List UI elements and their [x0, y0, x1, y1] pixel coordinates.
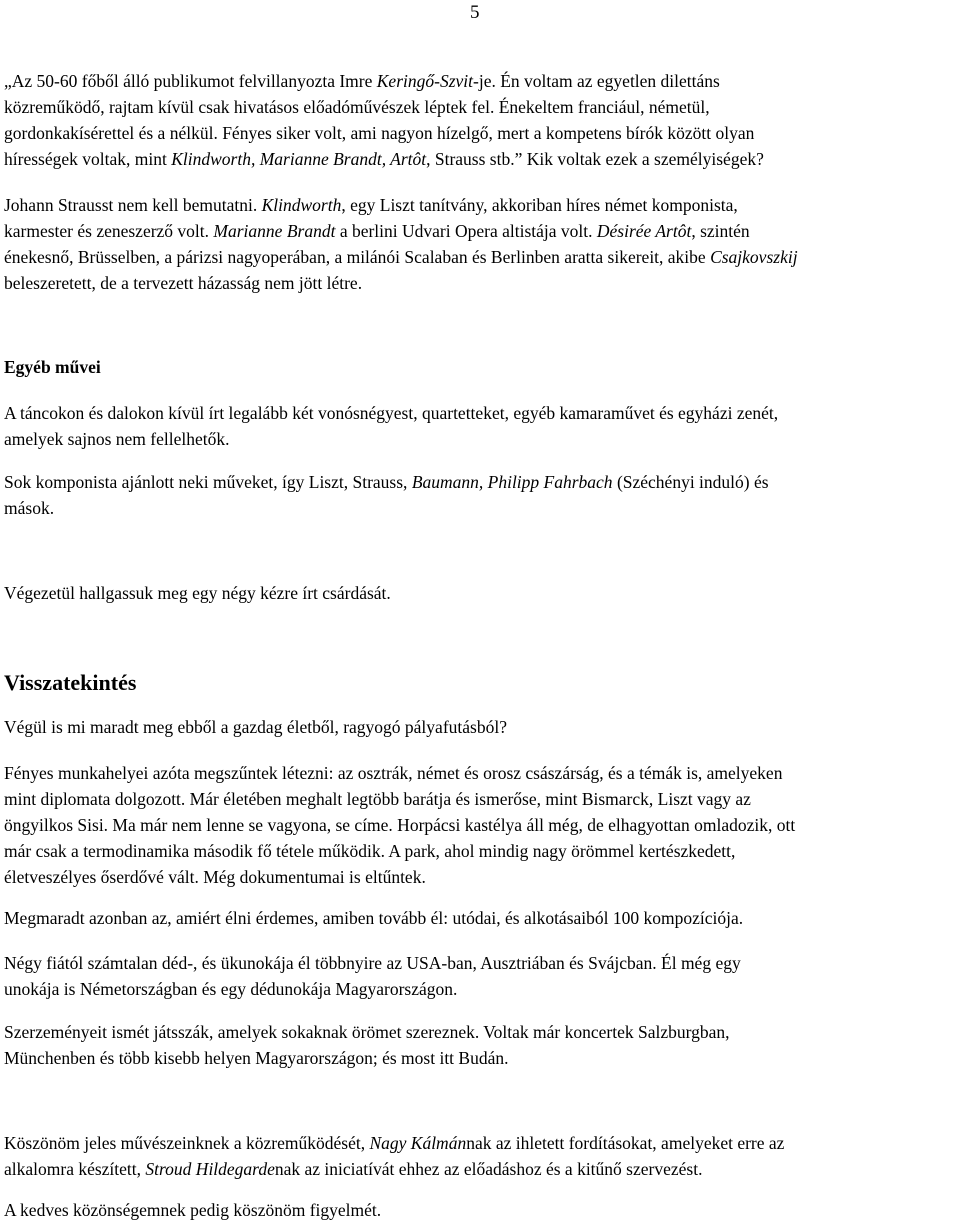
text-run: , szintén — [691, 221, 750, 241]
italic-run: Klindworth — [261, 195, 342, 215]
text-run: „Az 50-60 főből álló publikumot felvillanyozta Imre — [4, 71, 377, 91]
intro-paragraph — [4, 68, 956, 172]
page-number: 5 — [470, 2, 480, 23]
retrospective-paragraph-4 — [4, 950, 956, 1002]
text-line: öngyilkos Sisi. Ma már nem lenne se vagyona, se címe. Horpácsi kastélya áll még, de elhagyottan omladozik, ott — [4, 815, 796, 835]
other-works-paragraph-3 — [4, 580, 956, 606]
text-line: Megmaradt azonban az, amiért élni érdemes, amiben tovább él: utódai, és alkotásaiból 100 kompozíciója. — [4, 908, 744, 928]
text-line: Münchenben és több kisebb helyen Magyarországon; és most itt Budán. — [4, 1048, 509, 1068]
italic-run: Klindworth, Marianne Brandt, Artôt — [171, 149, 427, 169]
text-line: Négy fiától számtalan déd-, és ükunokája él többnyire az USA-ban, Ausztriában és Svájcban. Él még egy — [4, 953, 741, 973]
text-line: A kedves közönségemnek pedig köszönöm figyelmét. — [4, 1200, 382, 1220]
text-run: alkalomra készített, — [4, 1159, 146, 1179]
text-line: Fényes munkahelyei azóta megszűntek létezni: az osztrák, német és orosz császárság, és a témák is, amelyeken — [4, 763, 783, 783]
italic-run: Nagy Kálmán — [369, 1133, 467, 1153]
text-run: a berlini Udvari Opera altistája volt. — [335, 221, 597, 241]
italic-run: Stroud Hildegarde — [145, 1159, 275, 1179]
other-works-paragraph-1 — [4, 400, 956, 452]
text-line: már csak a termodinamika második fő tétele működik. A park, ahol mindig nagy örömmel kertészkedett, — [4, 841, 736, 861]
text-run: Johann Strausst nem kell bemutatni. — [4, 195, 262, 215]
section-heading-other-works: Egyéb művei — [4, 357, 101, 377]
people-paragraph — [4, 192, 956, 296]
text-run: Köszönöm jeles művészeinknek a közreműködését, — [4, 1133, 370, 1153]
text-run: (Széchényi induló) és — [612, 472, 769, 492]
italic-run: Keringő-Szvit — [376, 71, 473, 91]
text-line: Végül is mi maradt meg ebből a gazdag életből, ragyogó pályafutásból? — [4, 717, 507, 737]
text-line: gordonkakísérettel és a nélkül. Fényes siker volt, ami nagyon hízelgő, mert a kompetens bírók között olyan — [4, 123, 755, 143]
text-run: hírességek voltak, mint — [4, 149, 172, 169]
retrospective-paragraph-3 — [4, 905, 956, 931]
retrospective-paragraph-5 — [4, 1019, 956, 1071]
text-line: amelyek sajnos nem fellelhetők. — [4, 429, 230, 449]
italic-run: Baumann, Philipp Fahrbach — [411, 472, 613, 492]
italic-run: Marianne Brandt — [213, 221, 336, 241]
other-works-paragraph-2 — [4, 469, 956, 521]
text-line: közreműködő, rajtam kívül csak hivatásos előadóművészek léptek fel. Énekeltem franciául, németül, — [4, 97, 710, 117]
text-run: Sok komponista ajánlott neki műveket, így Liszt, Strauss, — [4, 472, 412, 492]
text-run: , egy Liszt tanítvány, akkoriban híres német komponista, — [341, 195, 738, 215]
text-run: énekesnő, Brüsselben, a párizsi nagyoperában, a milánói Scalaban és Berlinben aratta sikereit, akibe — [4, 247, 711, 267]
retrospective-paragraph-1 — [4, 714, 956, 740]
text-run: nak az ihletett fordításokat, amelyeket erre az — [466, 1133, 785, 1153]
text-line: Szerzeményeit ismét játsszák, amelyek sokaknak örömet szereznek. Voltak már koncertek Salzburgban, — [4, 1022, 730, 1042]
text-line: unokája is Németországban és egy dédunokája Magyarországon. — [4, 979, 458, 999]
text-run: , Strauss stb.” Kik voltak ezek a személyiségek? — [426, 149, 764, 169]
retrospective-paragraph-2 — [4, 760, 956, 890]
text-run: karmester és zeneszerző volt. — [4, 221, 214, 241]
text-run: -je. Én voltam az egyetlen dilettáns — [473, 71, 720, 91]
italic-run: Désirée Artôt — [596, 221, 692, 241]
text-line: beleszeretett, de a tervezett házasság nem jött létre. — [4, 273, 363, 293]
closing-paragraph-1 — [4, 1130, 956, 1182]
text-line: A táncokon és dalokon kívül írt legalább két vonósnégyest, quartetteket, egyéb kamaraművet és egyházi zenét, — [4, 403, 779, 423]
text-line: mások. — [4, 498, 55, 518]
closing-paragraph-2 — [4, 1197, 956, 1223]
section-heading-retrospective: Visszatekintés — [4, 670, 137, 695]
text-run: nak az iniciatívát ehhez az előadáshoz és a kitűnő szervezést. — [274, 1159, 703, 1179]
text-line: életveszélyes őserdővé vált. Még dokumentumai is eltűntek. — [4, 867, 426, 887]
text-line: Végezetül hallgassuk meg egy négy kézre írt csárdását. — [4, 583, 391, 603]
text-line: mint diplomata dolgozott. Már életében meghalt legtöbb barátja és ismerőse, mint Bismarck, Liszt vagy az — [4, 789, 751, 809]
italic-run: Csajkovszkij — [710, 247, 798, 267]
